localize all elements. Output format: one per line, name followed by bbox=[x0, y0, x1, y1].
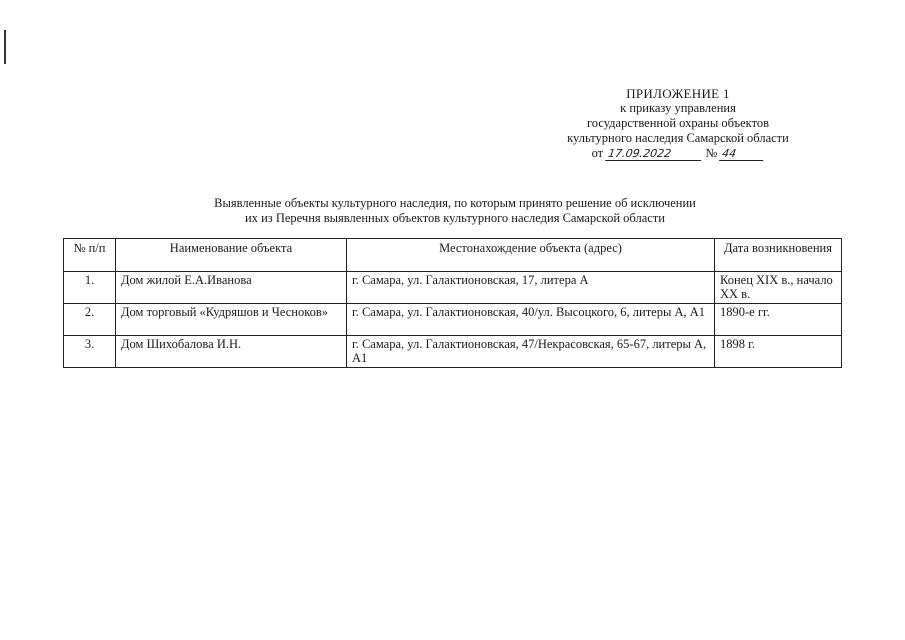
header-name: Наименование объекта bbox=[116, 239, 347, 272]
handwritten-number: 44 bbox=[720, 148, 766, 161]
row-num: 2. bbox=[64, 304, 116, 336]
document-title-line-1: Выявленные объекты культурного наследия, по которым принято решение об исключении bbox=[214, 196, 696, 210]
date-prefix: от bbox=[591, 146, 604, 160]
row-address: г. Самара, ул. Галактионовская, 47/Некрасовская, 65-67, литеры А, А1 bbox=[347, 336, 715, 368]
table-row bbox=[64, 304, 842, 336]
row-name: Дом Шихобалова И.Н. bbox=[116, 336, 347, 368]
row-date: Конец XIX в., начало XX в. bbox=[715, 272, 842, 304]
table-header-row bbox=[64, 239, 842, 272]
annex-line-1: к приказу управления bbox=[620, 101, 736, 115]
handwritten-date: 17.09.2022 bbox=[605, 148, 703, 161]
annex-header bbox=[533, 86, 823, 161]
header-date: Дата возникновения bbox=[715, 239, 842, 272]
row-date: 1890-е гг. bbox=[715, 304, 842, 336]
annex-line-3: культурного наследия Самарской области bbox=[567, 131, 789, 145]
objects-table bbox=[63, 238, 842, 368]
header-address: Местонахождение объекта (адрес) bbox=[347, 239, 715, 272]
row-num: 3. bbox=[64, 336, 116, 368]
header-num: № п/п bbox=[64, 239, 116, 272]
table-row bbox=[64, 272, 842, 304]
row-date: 1898 г. bbox=[715, 336, 842, 368]
table-row bbox=[64, 336, 842, 368]
annex-title: ПРИЛОЖЕНИЕ 1 bbox=[626, 86, 730, 101]
row-name: Дом жилой Е.А.Иванова bbox=[116, 272, 347, 304]
annex-line-2: государственной охраны объектов bbox=[586, 116, 770, 130]
row-address: г. Самара, ул. Галактионовская, 17, литера А bbox=[347, 272, 715, 304]
scan-edge-mark bbox=[4, 30, 6, 64]
annex-date-line bbox=[592, 146, 765, 161]
document-title-line-2: их из Перечня выявленных объектов культурного наследия Самарской области bbox=[245, 211, 665, 225]
document-title bbox=[120, 196, 790, 226]
row-name: Дом торговый «Кудряшов и Чесноков» bbox=[116, 304, 347, 336]
number-prefix: № bbox=[705, 146, 718, 160]
row-address: г. Самара, ул. Галактионовская, 40/ул. Высоцкого, 6, литеры А, А1 bbox=[347, 304, 715, 336]
row-num: 1. bbox=[64, 272, 116, 304]
